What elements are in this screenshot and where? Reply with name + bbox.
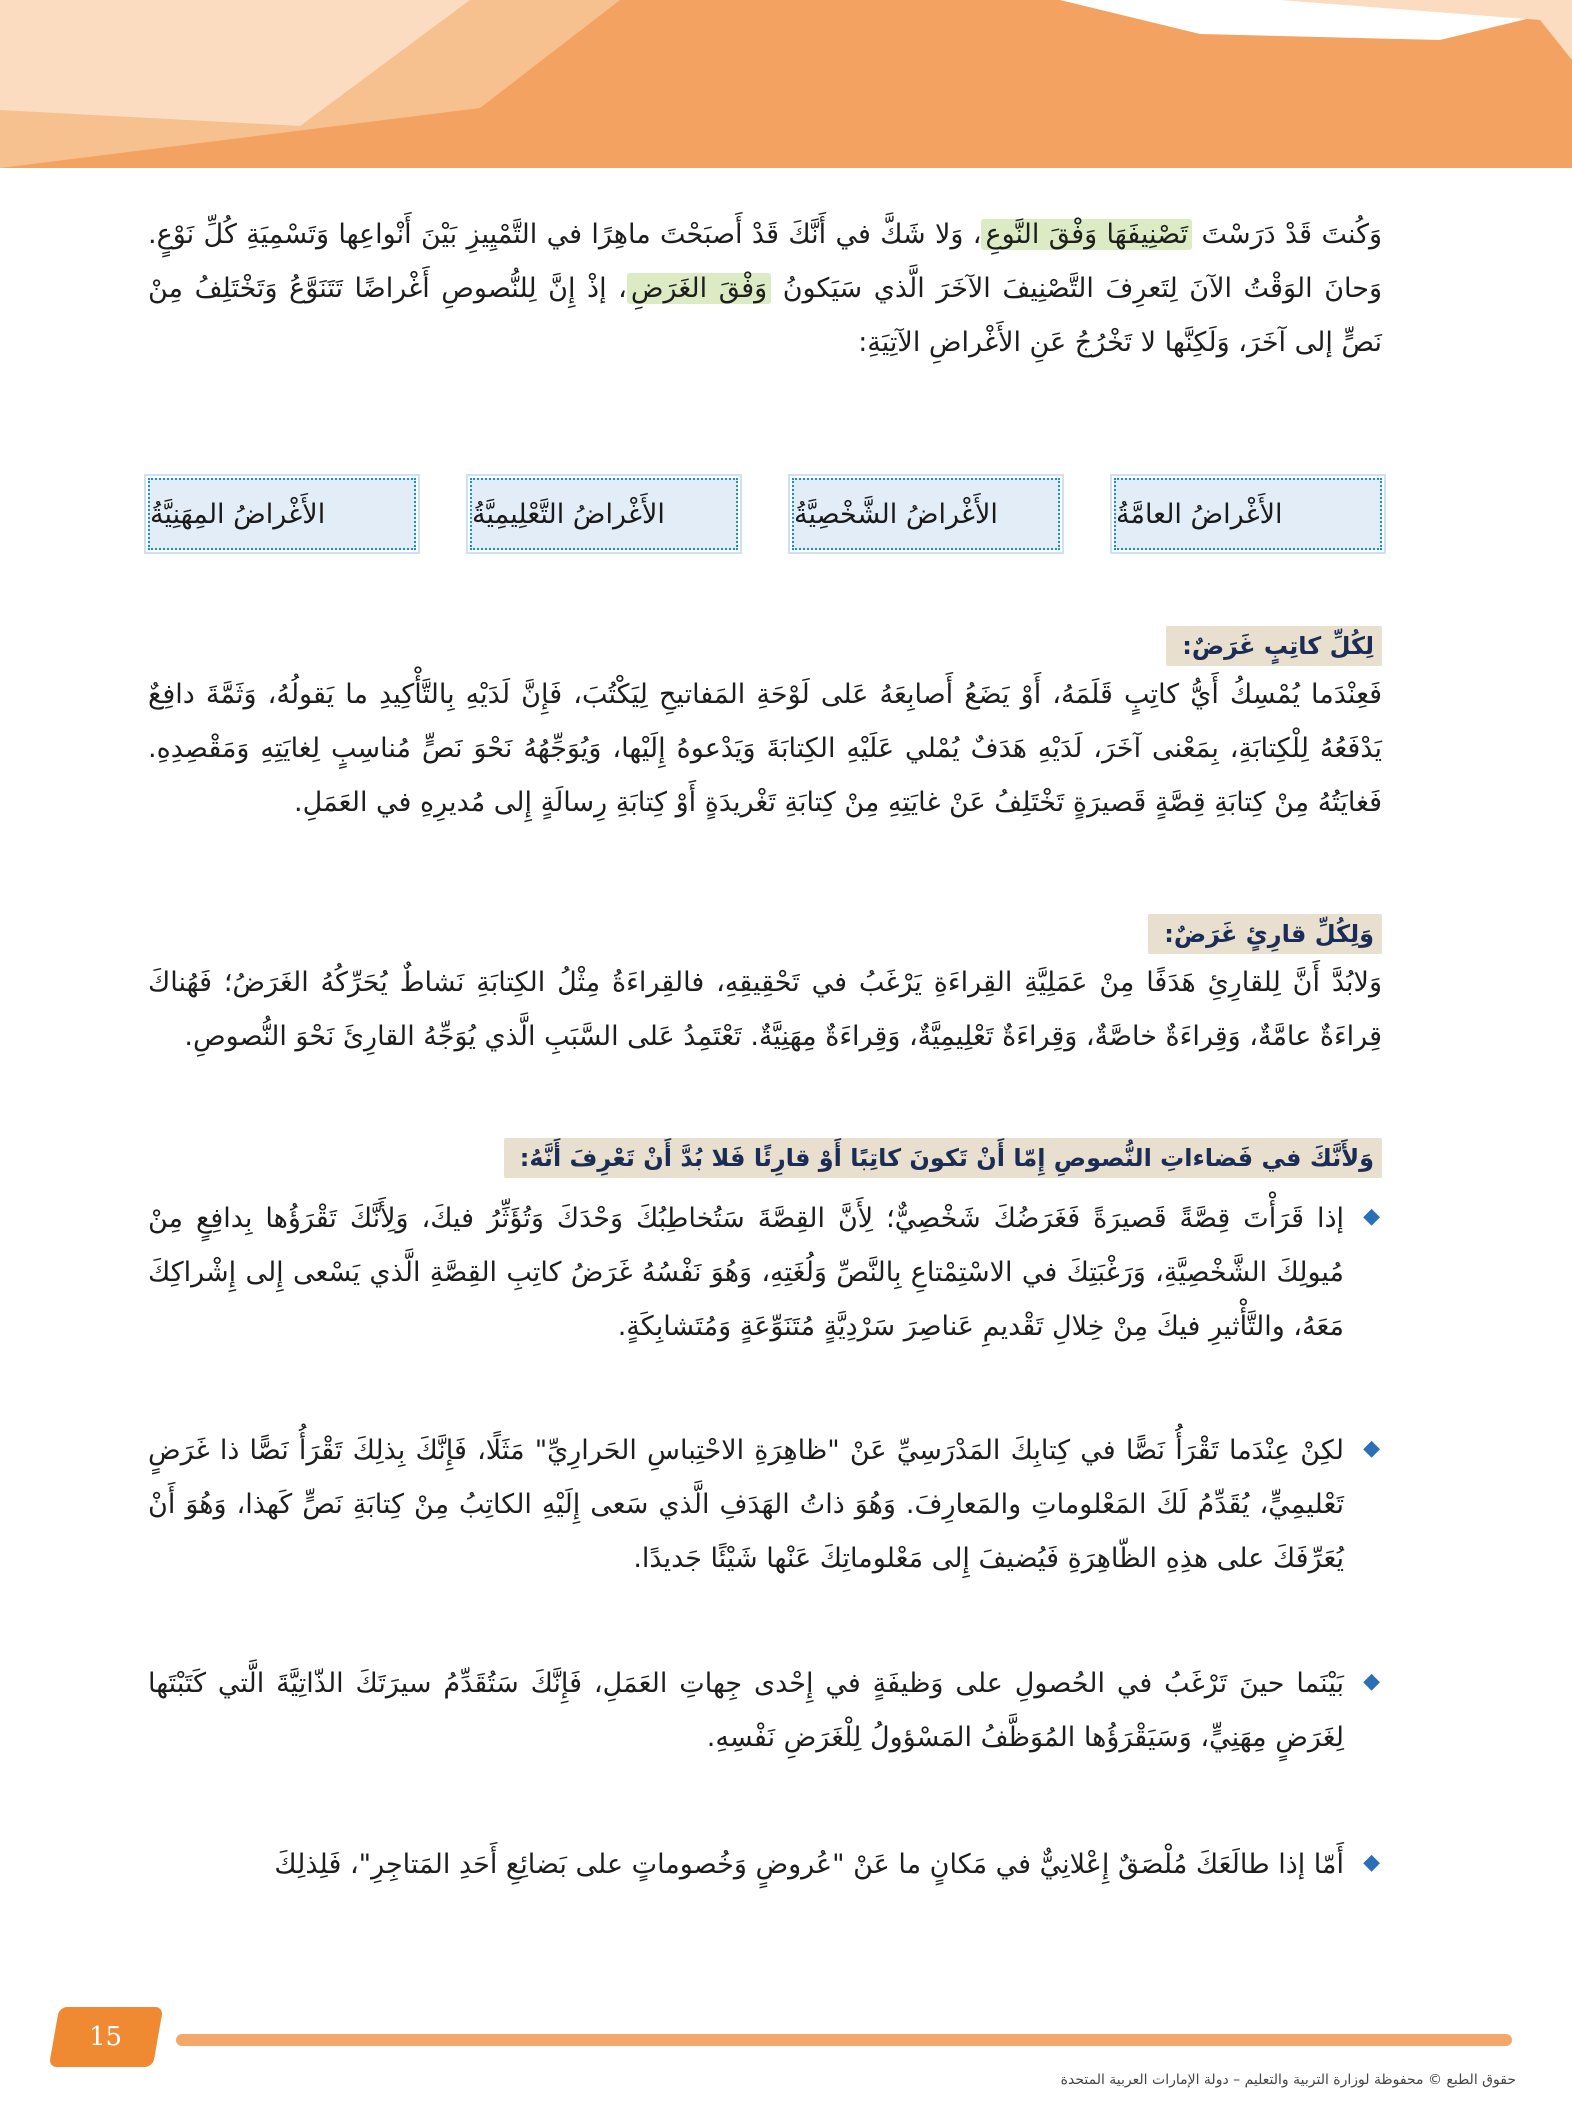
bullet-list [148, 1838, 1382, 1892]
bullet-icon: ◆ [1363, 1204, 1380, 1229]
page-number: 15 [89, 2022, 123, 2052]
bullet-icon: ◆ [1363, 1850, 1380, 1875]
bullet-icon: ◆ [1363, 1436, 1380, 1461]
bullet-list [148, 1424, 1382, 1586]
page-number-badge [49, 2007, 164, 2067]
text-spaces-heading: وَلأَنَّكَ في فَضاءاتِ النُّصوصِ إِمّا أَنْ تَكونَ كاتِبًا أَوْ قارِئًا فَلا بُدَّ أَنْ تَعْرِفَ أَنَّهُ: [504, 1138, 1382, 1178]
writer-purpose-text: فَعِنْدَما يُمْسِكُ أَيُّ كاتِبٍ قَلَمَهُ، أَوْ يَضَعُ أَصابِعَهُ عَلى لَوْحَةِ المَفاتيحِ لِيَكْتُبَ، فَإِنَّ لَدَيْهِ بِالتَّأْكِيدِ ما يَقولُهُ، وَثَمَّةَ دافِعٌ يَدْفَعُهُ لِلْكِتابَةِ، بِمَعْنى آخَرَ، لَدَيْهِ هَدَفٌ يُمْلي عَلَيْهِ الكِتابَةَ وَيَدْعوهُ إِلَيْها، وَيُوَجِّهُهُ نَحْوَ نَصٍّ مُناسِبٍ لِغايَتِهِ وَمَقْصِدِهِ. فَغايَتُهُ مِنْ كِتابَةِ قِصَّةٍ قَصيرَةٍ تَخْتَلِفُ عَنْ غايَتِهِ مِنْ كِتابَةِ تَغْريدَةٍ أَوْ كِتابَةِ رِسالَةٍ إِلى مُديرِهِ في العَمَلِ. [148, 679, 1382, 818]
purpose-types-row [148, 478, 1382, 558]
reader-purpose-section [148, 914, 1382, 1064]
bullet-icon: ◆ [1363, 1669, 1380, 1694]
bullet-text: إذا قَرَأْتَ قِصَّةً قَصيرَةً فَغَرَضُكَ شَخْصِيٌّ؛ لِأَنَّ القِصَّةَ سَتُخاطِبُكَ وَحْدَكَ وَتُؤَثِّرُ فيكَ، وَلِأَنَّكَ تَقْرَؤُها بِدافِعٍ مِنْ مُيولِكَ الشَّخْصِيَّةِ، وَرَغْبَتِكَ في الاسْتِمْتاعِ بِالنَّصِّ وَلُغَتِهِ، وَهُوَ نَفْسُهُ غَرَضُ كاتِبِ القِصَّةِ الَّذي يَسْعى إِلى إِشْراكِكَ مَعَهُ، والتَّأْثيرِ فيكَ مِنْ خِلالِ تَقْديمِ عَناصِرَ سَرْدِيَّةٍ مُتَنَوِّعَةٍ وَمُتَشابِكَةٍ. [148, 1203, 1344, 1342]
intro-text-3: ، إذْ إِنَّ لِلنُّصوصِ أَغْراضًا تَتَنَوَّعُ وَتَخْتَلِفُ مِنْ نَصٍّ إلى آخَرَ، وَلَكِنَّها لا تَخْرُجُ عَنِ الأَغْراضِ الآتِيَةِ: [148, 273, 1382, 358]
page-header-banner [0, 0, 1572, 168]
writer-purpose-heading: لِكُلِّ كاتِبٍ غَرَضٌ: [1166, 626, 1382, 666]
bullet-text: لكِنْ عِنْدَما تَقْرَأُ نَصًّا في كِتابِكَ المَدْرَسِيِّ عَنْ "ظاهِرَةِ الاحْتِباسِ الحَرارِيِّ" مَثَلًا، فَإِنَّكَ بِذلِكَ تَقْرَأُ نَصًّا ذا غَرَضٍ تَعْليمِيٍّ، يُقَدِّمُ لَكَ المَعْلوماتِ والمَعارِفَ. وَهُوَ ذاتُ الهَدَفِ الَّذي سَعى إِلَيْهِ الكاتِبُ مِنْ كِتابَةِ نَصٍّ كَهذا، وَهُوَ أَنْ يُعَرِّفَكَ على هذِهِ الظّاهِرَةِ فَيُضيفَ إِلى مَعْلوماتِكَ عَنْها شَيْئًا جَديدًا. [148, 1435, 1344, 1574]
footer-divider [176, 2034, 1512, 2046]
purpose-type-general: الأَغْراضُ العامَّةُ [1114, 478, 1382, 550]
bullet-list [148, 1192, 1382, 1354]
intro-paragraph [148, 208, 1382, 370]
intro-text-2: ، وَلا شَكَّ في أَنَّكَ قَدْ أَصبَحْتَ ماهِرًا في التَّمْيِيزِ بَيْنَ أَنْواعِها وَتَسْمِيَةِ كُلِّ نَوْعٍ. وَحانَ الوَقْتُ الآنَ لِتَعرِفَ التَّصْنِيفَ الآخَرَ الَّذي سَيَكونُ [148, 219, 1382, 304]
highlight-classification-by-purpose: وَفْقَ الغَرَضِ [627, 273, 771, 304]
text-spaces-section [148, 1138, 1382, 1178]
bullet-text: بَيْنَما حينَ تَرْغَبُ في الحُصولِ على وَظيفَةٍ في إِحْدى جِهاتِ العَمَلِ، فَإِنَّكَ سَتُقَدِّمُ سيرَتَكَ الذّاتِيَّةَ الَّتي كَتَبْتَها لِغَرَضٍ مِهَنِيٍّ، وَسَيَقْرَؤُها المُوَظَّفُ المَسْؤولُ لِلْغَرَضِ نَفْسِهِ. [148, 1668, 1344, 1753]
bullet-item-school-text [148, 1424, 1382, 1586]
bullet-text: أَمّا إذا طالَعَكَ مُلْصَقٌ إِعْلانِيٌّ في مَكانٍ ما عَنْ "عُروضٍ وَخُصوماتٍ على بَضائِعِ أَحَدِ المَتاجِرِ"، فَلِذلِكَ [274, 1849, 1344, 1880]
purpose-type-personal: الأَغْراضُ الشَّخْصِيَّةُ [792, 478, 1060, 550]
reader-purpose-text: وَلابُدَّ أَنَّ لِلقارِئِ هَدَفًا مِنْ عَمَلِيَّةِ القِراءَةِ يَرْغَبُ في تَحْقِيقِهِ، فالقِراءَةُ مِثْلُ الكِتابَةِ نَشاطٌ يُحَرِّكُهُ الغَرَضُ؛ فَهُناكَ قِراءَةٌ عامَّةٌ، وَقِراءَةٌ خاصَّةٌ، وَقِراءَةٌ تَعْلِيمِيَّةٌ، وَقِراءَةٌ مِهَنِيَّةٌ. تَعْتَمِدُ عَلى السَّبَبِ الَّذي يُوَجِّهُ القارِئَ نَحْوَ النُّصوصِ. [148, 967, 1382, 1052]
reader-purpose-heading: وَلِكُلِّ قارِئٍ غَرَضٌ: [1148, 914, 1382, 954]
bullet-list [148, 1657, 1382, 1765]
purpose-type-professional: الأَغْراضُ المِهَنِيَّةُ [148, 478, 416, 550]
bullet-item-job-cv [148, 1657, 1382, 1765]
bullet-item-advertisement [148, 1838, 1382, 1892]
intro-text-1: وَكُنتَ قَدْ دَرَسْتَ [1192, 219, 1382, 250]
purpose-type-educational: الأَغْراضُ التَّعْلِيمِيَّةُ [470, 478, 738, 550]
writer-purpose-section [148, 626, 1382, 830]
copyright-notice: حقوق الطبع © محفوظة لوزارة التربية والتعليم – دولة الإمارات العربية المتحدة [1060, 2072, 1516, 2088]
intro-section [148, 208, 1382, 370]
header-decoration [0, 0, 1572, 168]
bullet-item-short-story [148, 1192, 1382, 1354]
highlight-classification-by-type: تَصْنِيفَهَا وَفْقَ النَّوعِ [981, 219, 1192, 250]
